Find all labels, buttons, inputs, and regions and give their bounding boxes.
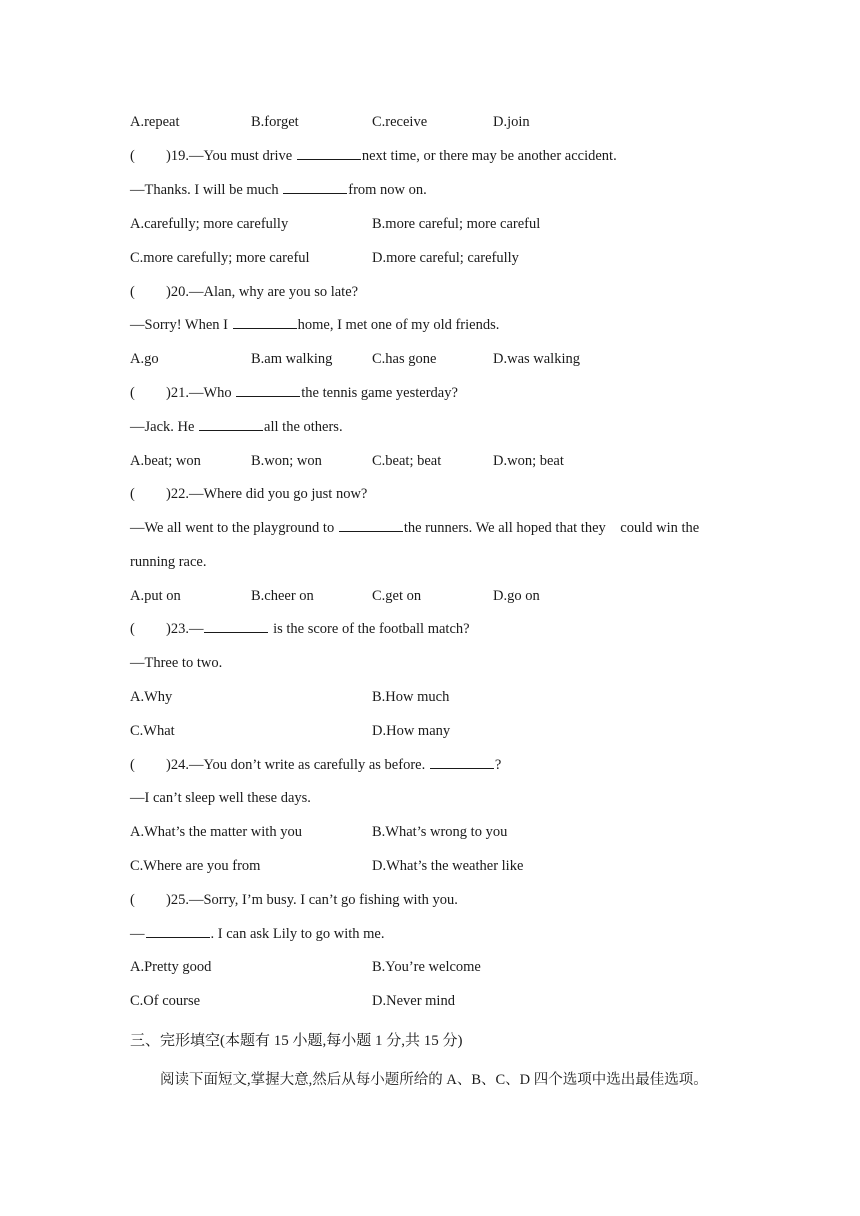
question-number: )25.: [166, 892, 189, 908]
stem-text: is the score of the football match?: [269, 621, 470, 637]
q18-option-c: C.receive: [372, 114, 428, 130]
q19-reply: [130, 181, 427, 199]
stem-text: —Who: [188, 385, 232, 401]
answer-paren: (: [130, 284, 135, 300]
q20-reply: [130, 316, 499, 334]
q21-option-d: D.won; beat: [493, 453, 564, 469]
q21-stem: [130, 384, 458, 402]
q25-option-d: D.Never mind: [372, 993, 455, 1009]
reply-text: —: [130, 926, 145, 942]
answer-paren: (: [130, 757, 135, 773]
q25-option-c: C.Of course: [130, 993, 201, 1009]
blank: [236, 384, 300, 397]
q25-stem: [130, 891, 458, 909]
q20-stem: [130, 283, 358, 301]
q20-option-c: C.has gone: [372, 351, 437, 367]
q22-stem: [130, 485, 367, 503]
answer-paren: (: [130, 148, 135, 164]
q24-option-b: B.What’s wrong to you: [372, 824, 508, 840]
question-number: )24.: [166, 757, 189, 773]
q19-option-b: B.more careful; more careful: [372, 216, 541, 232]
q23-reply: [130, 654, 222, 672]
question-number: )21.: [166, 385, 189, 401]
blank: [204, 620, 268, 633]
question-number: )22.: [166, 486, 189, 502]
q22-reply-cont: [130, 553, 207, 571]
q18-option-b: B.forget: [251, 114, 299, 130]
q25-reply: [130, 925, 384, 943]
reply-text: —Three to two.: [130, 655, 223, 671]
q24-reply: [130, 789, 311, 807]
reply-text: —We all went to the playground to: [130, 520, 335, 536]
blank: [233, 316, 297, 329]
q22-option-a: A.put on: [130, 588, 181, 604]
q21-option-a: A.beat; won: [130, 453, 201, 469]
q21-option-b: B.won; won: [251, 453, 322, 469]
q18-option-d: D.join: [493, 114, 530, 130]
q22-option-b: B.cheer on: [251, 588, 314, 604]
section-title: 三、完形填空(本题有 15 小题,每小题 1 分,共 15 分): [130, 1033, 463, 1049]
answer-paren: (: [130, 385, 135, 401]
q20-option-d: D.was walking: [493, 351, 580, 367]
stem-text: next time, or there may be another accident.: [361, 148, 617, 164]
q19-option-d: D.more careful; carefully: [372, 250, 519, 266]
q24-option-d: D.What’s the weather like: [372, 858, 524, 874]
question-number: )23.—: [166, 621, 204, 637]
stem-text: —Sorry, I’m busy. I can’t go fishing with you.: [188, 892, 458, 908]
blank: [430, 756, 494, 769]
reply-text: home, I met one of my old friends.: [297, 317, 500, 333]
q25-option-a: A.Pretty good: [130, 959, 212, 975]
section-instruction: 阅读下面短文,掌握大意,然后从每小题所给的 A、B、C、D 四个选项中选出最佳选项。: [160, 1072, 708, 1088]
q23-option-b: B.How much: [372, 689, 450, 705]
stem-text: —You don’t write as carefully as before.: [188, 757, 426, 773]
q20-option-b: B.am walking: [251, 351, 333, 367]
q22-option-c: C.get on: [372, 588, 422, 604]
q19-stem: [130, 147, 617, 165]
reply-text: the runners. We all hoped that they could win the: [403, 520, 700, 536]
reply-text: —Jack. He: [130, 419, 195, 435]
question-number: )19.: [166, 148, 189, 164]
reply-text: —Sorry! When I: [130, 317, 228, 333]
stem-text: ?: [494, 757, 502, 773]
q22-reply: [130, 519, 699, 537]
q23-option-d: D.How many: [372, 723, 451, 739]
q24-option-a: A.What’s the matter with you: [130, 824, 302, 840]
answer-paren: (: [130, 621, 135, 637]
q19-option-a: A.carefully; more carefully: [130, 216, 289, 232]
q22-option-d: D.go on: [493, 588, 540, 604]
blank: [297, 147, 361, 160]
stem-text: —Where did you go just now?: [188, 486, 368, 502]
answer-paren: (: [130, 892, 135, 908]
reply-text: running race.: [130, 554, 207, 570]
q21-reply: [130, 418, 343, 436]
q18-option-a: A.repeat: [130, 114, 180, 130]
reply-text: all the others.: [264, 419, 343, 435]
stem-text: —Alan, why are you so late?: [188, 284, 359, 300]
blank: [283, 181, 347, 194]
stem-text: the tennis game yesterday?: [301, 385, 458, 401]
reply-text: . I can ask Lily to go with me.: [210, 926, 385, 942]
q20-option-a: A.go: [130, 351, 159, 367]
blank: [339, 519, 403, 532]
blank: [146, 925, 210, 938]
reply-text: from now on.: [348, 182, 427, 198]
q23-option-a: A.Why: [130, 689, 173, 705]
q23-stem: [130, 620, 470, 638]
q23-option-c: C.What: [130, 723, 175, 739]
q25-option-b: B.You’re welcome: [372, 959, 481, 975]
answer-paren: (: [130, 486, 135, 502]
question-number: )20.: [166, 284, 189, 300]
q24-option-c: C.Where are you from: [130, 858, 261, 874]
q24-stem: [130, 756, 501, 774]
blank: [199, 418, 263, 431]
reply-text: —Thanks. I will be much: [130, 182, 279, 198]
q21-option-c: C.beat; beat: [372, 453, 442, 469]
stem-text: —You must drive: [188, 148, 293, 164]
q19-option-c: C.more carefully; more careful: [130, 250, 310, 266]
reply-text: —I can’t sleep well these days.: [130, 790, 311, 806]
